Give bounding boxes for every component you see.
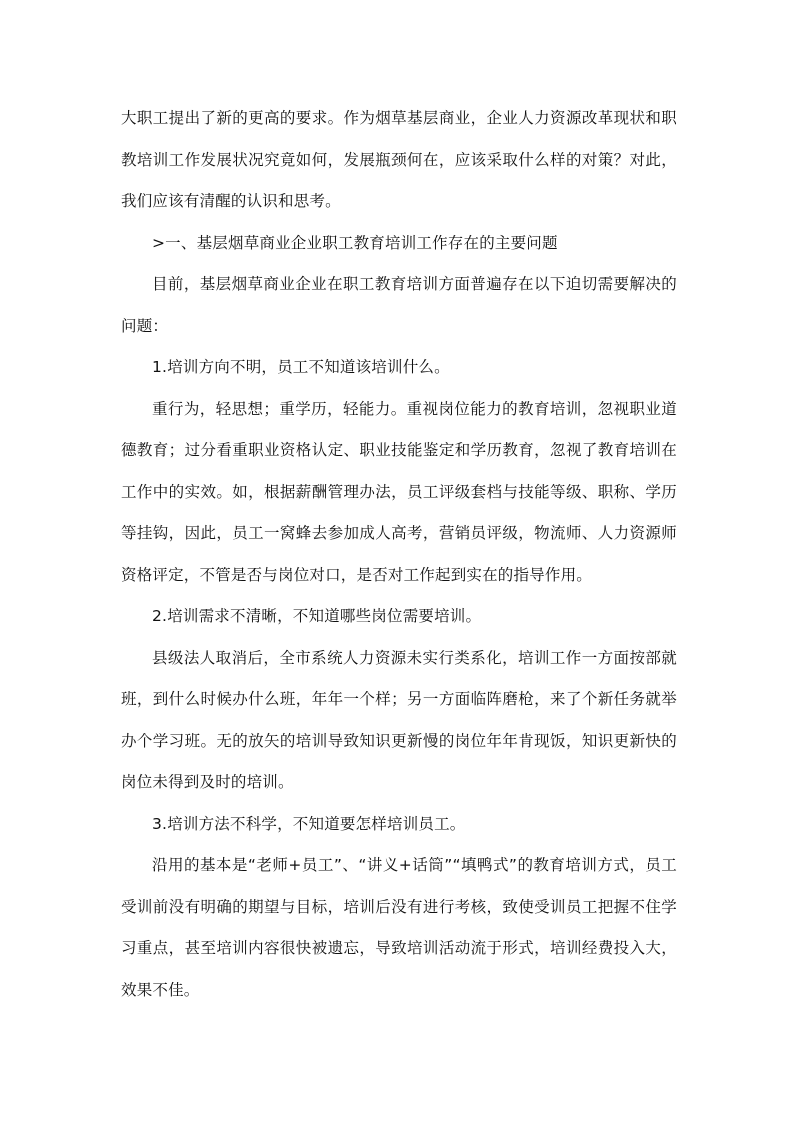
paragraph-problem-2-detail: 县级法人取消后，全市系统人力资源未实行类系化，培训工作一方面按部就班，到什么时候办什么班，年年一个样；另一方面临阵磨枪，来了个新任务就举办个学习班。无的放矢的培训导致知识更新慢的岗位年年肯现饭，知识更新快的岗位未得到及时的培训。 xyxy=(121,648,677,791)
section-heading-main-problems: >一、基层烟草商业企业职工教育培训工作存在的主要问题 xyxy=(152,233,558,252)
subheading-problem-2: 2.培训需求不清晰，不知道哪些岗位需要培训。 xyxy=(152,607,482,625)
subheading-problem-1: 1.培训方向不明，员工不知道该培训什么。 xyxy=(152,358,450,376)
document-body xyxy=(121,98,677,1011)
paragraph-intro-continuation: 大职工提出了新的更高的要求。作为烟草基层商业，企业人力资源改革现状和职教培训工作发展状况究竟如何，发展瓶颈何在，应该采取什么样的对策？对此，我们应该有清醒的认识和思考。 xyxy=(121,109,677,210)
paragraph-problems-intro: 目前，基层烟草商业企业在职工教育培训方面普遍存在以下迫切需要解决的问题： xyxy=(121,275,677,335)
subheading-problem-3: 3.培训方法不科学，不知道要怎样培训员工。 xyxy=(152,814,466,833)
paragraph-problem-3-detail: 沿用的基本是“老师+员工”、“讲义+话筒”“填鸭式”的教育培训方式，员工受训前没有明确的期望与目标，培训后没有进行考核，致使受训员工把握不住学习重点，甚至培训内容很快被遗忘，导致培训活动流于形式，培训经费投入大，效果不佳。 xyxy=(121,856,677,999)
paragraph-problem-1-detail: 重行为，轻思想；重学历，轻能力。重视岗位能力的教育培训，忽视职业道德教育；过分看重职业资格认定、职业技能鉴定和学历教育，忽视了教育培训在工作中的实效。如，根据薪酬管理办法，员工评级套档与技能等级、职称、学历等挂钩，因此，员工一窝蜂去参加成人高考，营销员评级，物流师、人力资源师资格评定，不管是否与岗位对口，是否对工作起到实在的指导作用。 xyxy=(121,399,677,584)
